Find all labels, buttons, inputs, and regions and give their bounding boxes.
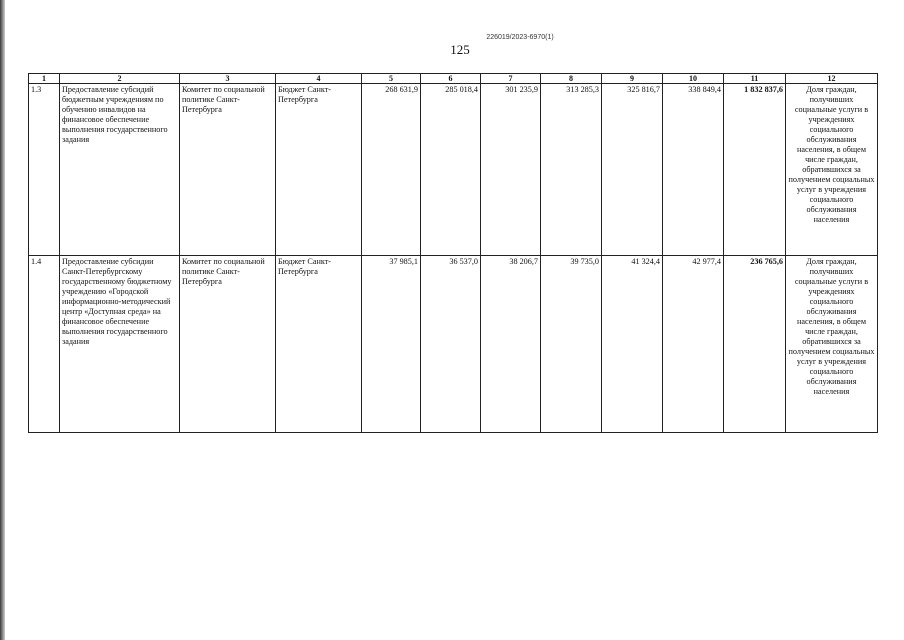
year-value: 42 977,4 <box>663 256 724 433</box>
activity-name: Предоставление субсидий бюджетным учреждениям по обучению инвалидов на финансовое обеспечение выполнения государственного задания <box>60 84 180 256</box>
activity-name: Предоставление субсидии Санкт-Петербургскому государственному бюджетному учреждению «Городской информационно-методический центр «Доступная среда» на финансовое обеспечение выполнения государственного задания <box>60 256 180 433</box>
page-number: 125 <box>450 42 470 57</box>
column-header: 12 <box>786 74 878 84</box>
column-header: 6 <box>421 74 481 84</box>
year-value: 37 985,1 <box>362 256 421 433</box>
column-header: 4 <box>276 74 362 84</box>
funding-source: Бюджет Санкт-Петербурга <box>276 84 362 256</box>
table-row <box>29 84 878 256</box>
column-header: 2 <box>60 74 180 84</box>
total-value: 1 832 837,6 <box>724 84 786 256</box>
total-value: 236 765,6 <box>724 256 786 433</box>
year-value: 285 018,4 <box>421 84 481 256</box>
row-number: 1.3 <box>29 84 60 256</box>
year-value: 36 537,0 <box>421 256 481 433</box>
year-value: 39 735,0 <box>541 256 602 433</box>
indicator-text: Доля граждан, получивших социальные услуги в учреждениях социального обслуживания населения, в общем числе граждан, обратившихся за получением социальных услуг в учреждения социального обслуживания населения <box>786 84 878 256</box>
scan-left-edge <box>0 0 5 640</box>
column-header: 10 <box>663 74 724 84</box>
row-number: 1.4 <box>29 256 60 433</box>
column-header: 7 <box>481 74 541 84</box>
column-header: 1 <box>29 74 60 84</box>
year-value: 338 849,4 <box>663 84 724 256</box>
year-value: 38 206,7 <box>481 256 541 433</box>
table-header-row <box>29 74 878 84</box>
year-value: 301 235,9 <box>481 84 541 256</box>
executor: Комитет по социальной политике Санкт-Петербурга <box>180 84 276 256</box>
executor: Комитет по социальной политике Санкт-Петербурга <box>180 256 276 433</box>
document-registration-number: 226019/2023-6970(1) <box>486 34 554 41</box>
year-value: 325 816,7 <box>602 84 663 256</box>
indicator-text: Доля граждан, получивших социальные услуги в учреждениях социального обслуживания населения, в общем числе граждан, обратившихся за получением социальных услуг в учреждения социального обслуживания населения <box>786 256 878 433</box>
table-row <box>29 256 878 433</box>
column-header: 3 <box>180 74 276 84</box>
column-header: 8 <box>541 74 602 84</box>
year-value: 41 324,4 <box>602 256 663 433</box>
column-header: 9 <box>602 74 663 84</box>
column-header: 11 <box>724 74 786 84</box>
year-value: 313 285,3 <box>541 84 602 256</box>
funding-source: Бюджет Санкт-Петербурга <box>276 256 362 433</box>
year-value: 268 631,9 <box>362 84 421 256</box>
column-header: 5 <box>362 74 421 84</box>
budget-table <box>28 73 878 433</box>
